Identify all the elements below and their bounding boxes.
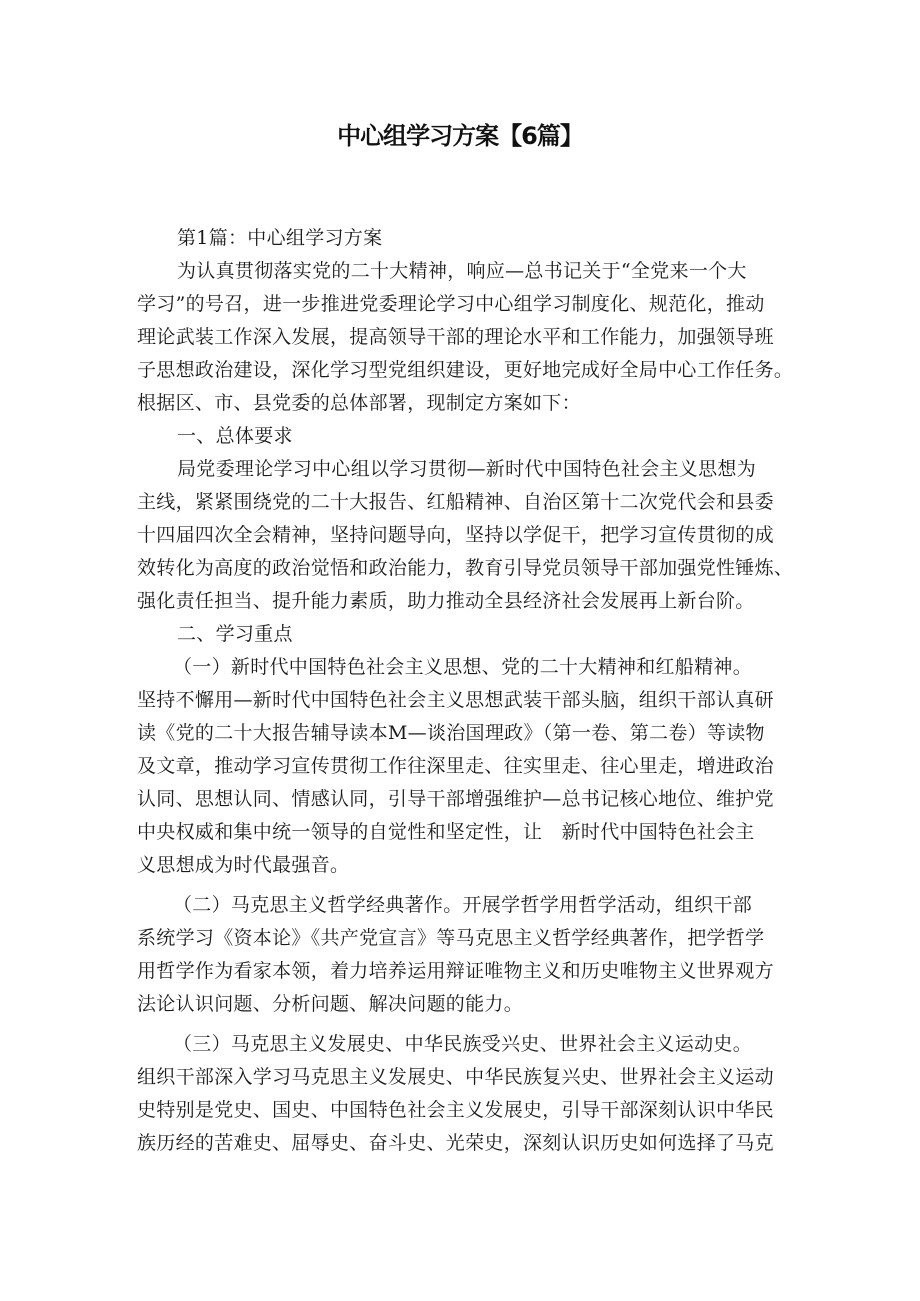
paragraph-line: 中央权威和集中统一领导的自觉性和坚定性，让 新时代中国特色社会主	[137, 821, 755, 843]
subsection-heading-1: （一）新时代中国特色社会主义思想、党的二十大精神和红船精神。	[173, 656, 753, 678]
section-heading-general-requirements: 一、总体要求	[177, 425, 293, 447]
paragraph-line: 学习”的号召，进一步推进党委理论学习中心组学习制度化、规范化，推动	[137, 293, 765, 315]
paragraph-line: 坚持不懈用—新时代中国特色社会主义思想武装干部头脑，组织干部认真研	[137, 689, 774, 711]
paragraph-line: 义思想成为时代最强音。	[137, 854, 350, 876]
paragraph-line: 十四届四次全会精神，坚持问题导向，坚持以学促干，把学习宣传贯彻的成	[137, 524, 774, 546]
paragraph-spacer	[137, 882, 787, 889]
paragraph-line: 用哲学作为看家本领，着力培养运用辩证唯物主义和历史唯物主义世界观方	[137, 960, 774, 982]
paragraph-line: 为认真贯彻落实党的二十大精神，响应—总书记关于“全党来一个大	[177, 260, 747, 282]
paragraph-line: 认同、思想认同、情感认同，引导干部增强维护—总书记核心地位、维护党	[137, 788, 774, 810]
paragraph-line: 族历经的苦难史、屈辱史、奋斗史、光荣史，深刻认识历史如何选择了马克	[137, 1132, 774, 1154]
subsection-heading-2: （二）马克思主义哲学经典著作。开展学哲学用哲学活动，组织干部	[173, 894, 753, 916]
paragraph-line: 系统学习《资本论》《共产党宣言》等马克思主义哲学经典著作，把学哲学	[137, 927, 765, 949]
subsection-heading-3: （三）马克思主义发展史、中华民族受兴史、世界社会主义运动史。	[173, 1033, 753, 1055]
paragraph-line: 史特别是党史、国史、中国特色社会主义发展史，引导干部深刻认识中华民	[137, 1099, 774, 1121]
paragraph-line: 理论武装工作深入发展，提高领导干部的理论水平和工作能力，加强领导班	[137, 326, 774, 348]
paragraph-line: 及文章，推动学习宣传贯彻工作往深里走、往实里走、往心里走，增进政治	[137, 755, 774, 777]
paragraph-line: 法论认识问题、分析问题、解决问题的能力。	[137, 993, 524, 1015]
paragraph-line: 效转化为高度的政治觉悟和政治能力，教育引导党员领导干部加强党性锤炼、	[137, 557, 794, 579]
paragraph-line: 根据区、市、县党委的总体部署，现制定方案如下：	[137, 392, 581, 414]
paragraph-line: 主线，紧紧围绕党的二十大报告、红船精神、自治区第十二次党代会和县委	[137, 491, 774, 513]
paragraph-spacer	[137, 1021, 787, 1028]
paragraph-line: 局党委理论学习中心组以学习贯彻—新时代中国特色社会主义思想为	[177, 458, 757, 480]
paragraph-line: 子思想政治建设，深化学习型党组织建设，更好地完成好全局中心工作任务。	[137, 359, 794, 381]
document-body	[137, 222, 794, 1160]
document-title: 中心组学习方案【6篇】	[337, 122, 583, 150]
paragraph-line: 组织干部深入学习马克思主义发展史、中华民族复兴史、世界社会主义运动	[137, 1066, 774, 1088]
section-heading-part-1: 第1篇：中心组学习方案	[177, 227, 383, 249]
paragraph-line: 读《党的二十大报告辅导读本M—谈治国理政》（第一卷、第二卷）等读物	[137, 722, 765, 744]
section-heading-study-focus: 二、学习重点	[177, 623, 293, 645]
paragraph-line: 强化责任担当、提升能力素质，助力推动全县经济社会发展再上新台阶。	[137, 590, 755, 612]
